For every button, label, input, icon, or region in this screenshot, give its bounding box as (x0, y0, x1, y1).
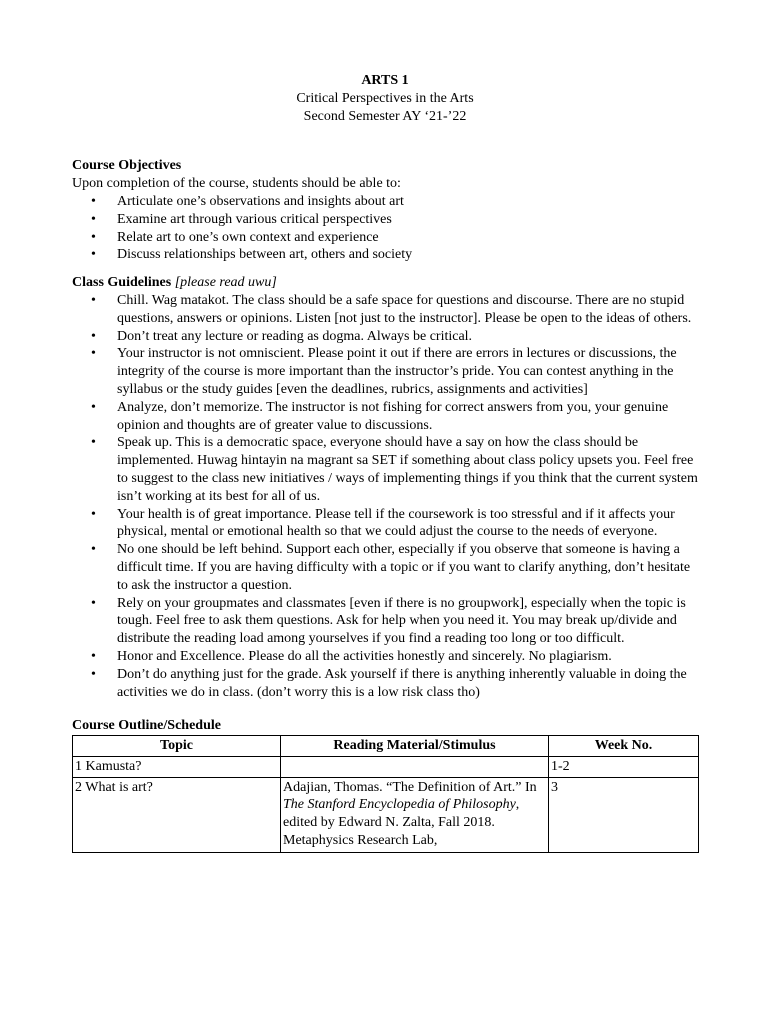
cell-week: 3 (549, 777, 699, 852)
column-header-week: Week No. (549, 736, 699, 757)
list-item: • Your health is of great importance. Please tell if the coursework is too stressful and if it affects your physical, mental or emotional health so that we could adjust the course to the needs of everyone. (72, 506, 698, 542)
list-item: • Honor and Excellence. Please do all the activities honestly and sincerely. No plagiarism. (72, 648, 698, 666)
list-item: • Examine art through various critical perspectives (72, 211, 698, 229)
cell-reading (281, 777, 549, 852)
list-item: • Don’t do anything just for the grade. Ask yourself if there is anything inherently valuable in doing the activities we do in class. (don’t worry this is a low risk class tho) (72, 666, 698, 702)
table-header-row (73, 736, 699, 757)
list-item: • Your instructor is not omniscient. Please point it out if there are errors in lectures or discussions, the integrity of the course is more important than the instructor’s pride. You can contest anything in the syllabus or the study guides [even the deadlines, rubrics, assignments and activities] (72, 345, 698, 398)
list-item: • Analyze, don’t memorize. The instructor is not fishing for correct answers from you, your genuine opinion and thoughts are of greater value to discussions. (72, 399, 698, 435)
list-item: • Chill. Wag matakot. The class should be a safe space for questions and discourse. There are no stupid questions, answers or opinions. Listen [not just to the instructor]. Please be open to the ideas of others. (72, 292, 698, 328)
schedule-heading: Course Outline/Schedule (72, 718, 221, 734)
list-item: • Articulate one’s observations and insights about art (72, 193, 698, 211)
guidelines-heading (72, 274, 698, 292)
cell-week: 1-2 (549, 756, 699, 777)
reading-text: , edited by Edward N. Zalta, Fall 2018. Metaphysics Research Lab, (283, 797, 520, 849)
list-item: • No one should be left behind. Support each other, especially if you observe that someone is having a difficult time. If you are having difficulty with a topic or if you want to clarify anything, don’t hesitate to ask the instructor a question. (72, 541, 698, 594)
schedule-table (72, 735, 699, 853)
table-row (73, 756, 699, 777)
column-header-topic: Topic (73, 736, 281, 757)
cell-reading (281, 756, 549, 777)
column-header-reading: Reading Material/Stimulus (281, 736, 549, 757)
reading-text: Adajian, Thomas. “The Definition of Art.” In (283, 779, 537, 795)
objectives-heading: Course Objectives (72, 158, 182, 174)
course-title: Critical Perspectives in the Arts (296, 90, 474, 106)
reading-title: The Stanford Encyclopedia of Philosophy (283, 797, 516, 813)
list-item: • Relate art to one’s own context and experience (72, 229, 698, 247)
guidelines-title: Class Guidelines (72, 275, 172, 291)
semester: Second Semester AY ‘21-’22 (303, 108, 467, 124)
objectives-list (72, 193, 698, 264)
guidelines-list (72, 292, 698, 701)
objectives-intro: Upon completion of the course, students should be able to: (72, 176, 401, 192)
list-item: • Rely on your groupmates and classmates [even if there is no groupwork], especially when the topic is tough. Feel free to ask them questions. Ask for help when you need it. You may break up/divide and distribute the reading load among yourselves if you find a reading too long or too difficult. (72, 595, 698, 648)
list-item: • Speak up. This is a democratic space, everyone should have a say on how the class should be implemented. Huwag hintayin na magrant sa SET if something about class policy upsets you. Feel free to suggest to the class new initiatives / ways of implementing things if you think that the current system isn’t working at its best for all of us. (72, 434, 698, 505)
document-page (72, 72, 698, 853)
cell-topic: 1 Kamusta? (73, 756, 281, 777)
course-code: ARTS 1 (361, 73, 409, 88)
table-row (73, 777, 699, 852)
list-item: • Discuss relationships between art, others and society (72, 246, 698, 264)
cell-topic: 2 What is art? (73, 777, 281, 852)
list-item: • Don’t treat any lecture or reading as dogma. Always be critical. (72, 328, 698, 346)
guidelines-note: [please read uwu] (174, 275, 277, 291)
